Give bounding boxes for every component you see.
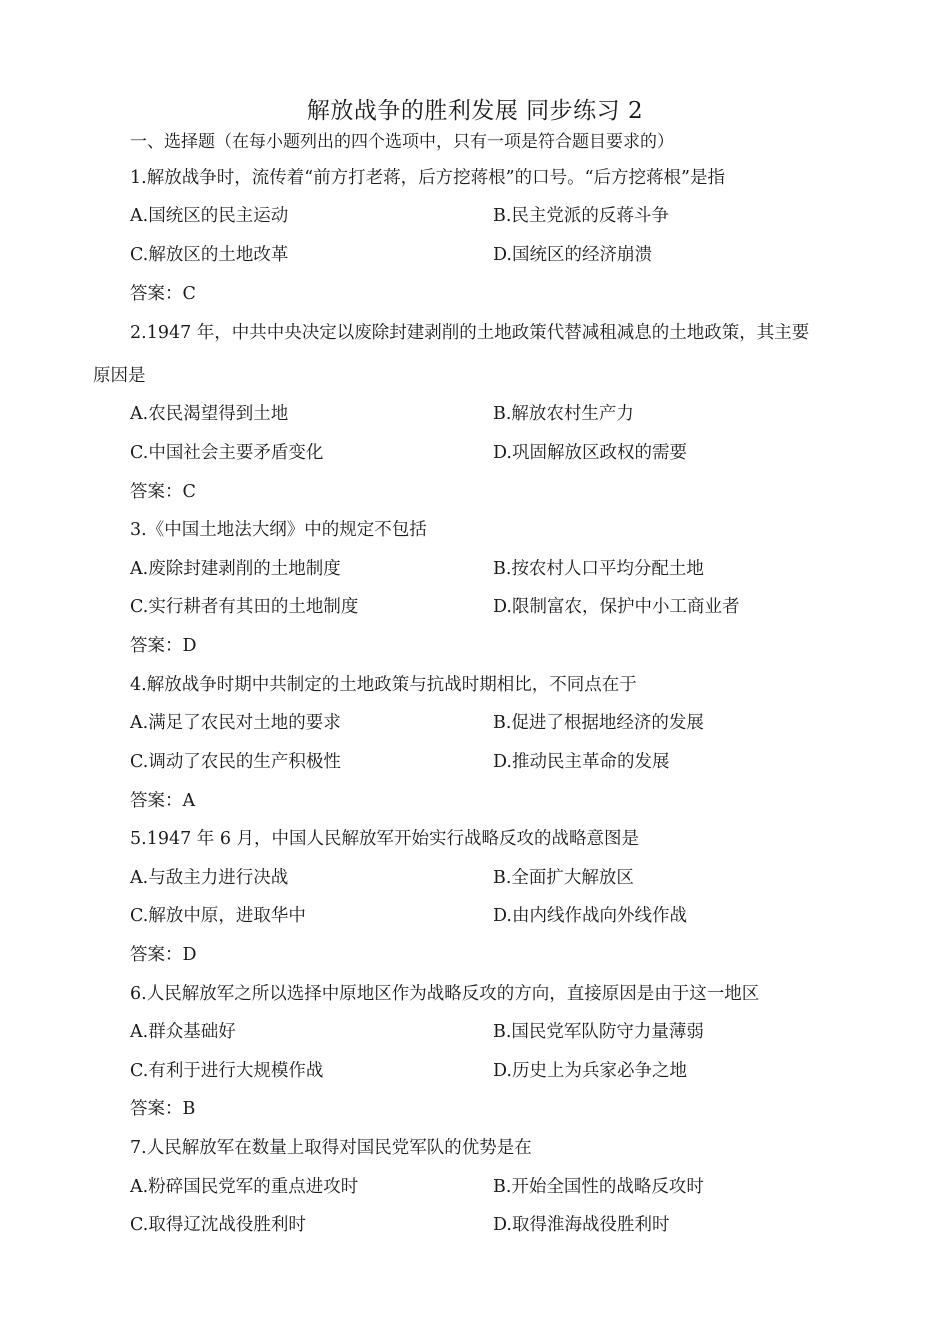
answer: 答案：A bbox=[130, 791, 196, 811]
answer: 答案：C bbox=[130, 482, 196, 502]
option-d: D.由内线作战向外线作战 bbox=[493, 906, 687, 926]
option-b: B.促进了根据地经济的发展 bbox=[493, 713, 704, 733]
option-d: D.限制富农，保护中小工商业者 bbox=[493, 597, 740, 617]
question-stem: 7.人民解放军在数量上取得对国民党军队的优势是在 bbox=[130, 1138, 532, 1158]
question-stem: 1.解放战争时，流传着“前方打老蒋，后方挖蒋根”的口号。“后方挖蒋根”是指 bbox=[130, 168, 725, 188]
option-c: C.实行耕者有其田的土地制度 bbox=[130, 597, 359, 617]
option-a: A.废除封建剥削的土地制度 bbox=[130, 559, 341, 579]
option-d: D.取得淮海战役胜利时 bbox=[493, 1215, 670, 1235]
answer: 答案：B bbox=[130, 1099, 196, 1119]
option-b: B.按农村人口平均分配土地 bbox=[493, 559, 704, 579]
option-b: B.解放农村生产力 bbox=[493, 404, 634, 424]
option-c: C.调动了农民的生产积极性 bbox=[130, 752, 341, 772]
question-stem: 6.人民解放军之所以选择中原地区作为战略反攻的方向，直接原因是由于这一地区 bbox=[130, 984, 760, 1004]
option-a: A.农民渴望得到土地 bbox=[130, 404, 289, 424]
option-c: C.取得辽沈战役胜利时 bbox=[130, 1215, 306, 1235]
option-d: D.国统区的经济崩溃 bbox=[493, 245, 652, 265]
answer: 答案：C bbox=[130, 284, 196, 304]
option-b: B.国民党军队防守力量薄弱 bbox=[493, 1022, 704, 1042]
page-title: 解放战争的胜利发展 同步练习 2 bbox=[306, 98, 644, 124]
option-b: B.全面扩大解放区 bbox=[493, 868, 634, 888]
question-stem: 5.1947 年 6 月，中国人民解放军开始实行战略反攻的战略意图是 bbox=[130, 829, 640, 849]
question-stem: 2.1947 年，中共中央决定以废除封建剥削的土地政策代替减租减息的土地政策，其主要 bbox=[130, 323, 810, 343]
option-a: A.群众基础好 bbox=[130, 1022, 236, 1042]
option-a: A.粉碎国民党军的重点进攻时 bbox=[130, 1177, 359, 1197]
answer: 答案：D bbox=[130, 945, 197, 965]
option-d: D.巩固解放区政权的需要 bbox=[493, 443, 687, 463]
option-b: B.开始全国性的战略反攻时 bbox=[493, 1177, 704, 1197]
question-stem: 3.《中国土地法大纲》中的规定不包括 bbox=[130, 520, 427, 540]
option-d: D.推动民主革命的发展 bbox=[493, 752, 670, 772]
answer: 答案：D bbox=[130, 636, 197, 656]
option-c: C.有利于进行大规模作战 bbox=[130, 1061, 324, 1081]
option-a: A.与敌主力进行决战 bbox=[130, 868, 289, 888]
question-stem-continuation: 原因是 bbox=[93, 366, 146, 386]
section-heading: 一、选择题（在每小题列出的四个选项中，只有一项是符合题目要求的） bbox=[130, 132, 674, 152]
option-c: C.中国社会主要矛盾变化 bbox=[130, 443, 324, 463]
question-stem: 4.解放战争时期中共制定的土地政策与抗战时期相比，不同点在于 bbox=[130, 675, 637, 695]
option-a: A.国统区的民主运动 bbox=[130, 206, 289, 226]
option-b: B.民主党派的反蒋斗争 bbox=[493, 206, 669, 226]
option-c: C.解放区的土地改革 bbox=[130, 245, 289, 265]
option-c: C.解放中原，进取华中 bbox=[130, 906, 306, 926]
option-d: D.历史上为兵家必争之地 bbox=[493, 1061, 687, 1081]
option-a: A.满足了农民对土地的要求 bbox=[130, 713, 341, 733]
